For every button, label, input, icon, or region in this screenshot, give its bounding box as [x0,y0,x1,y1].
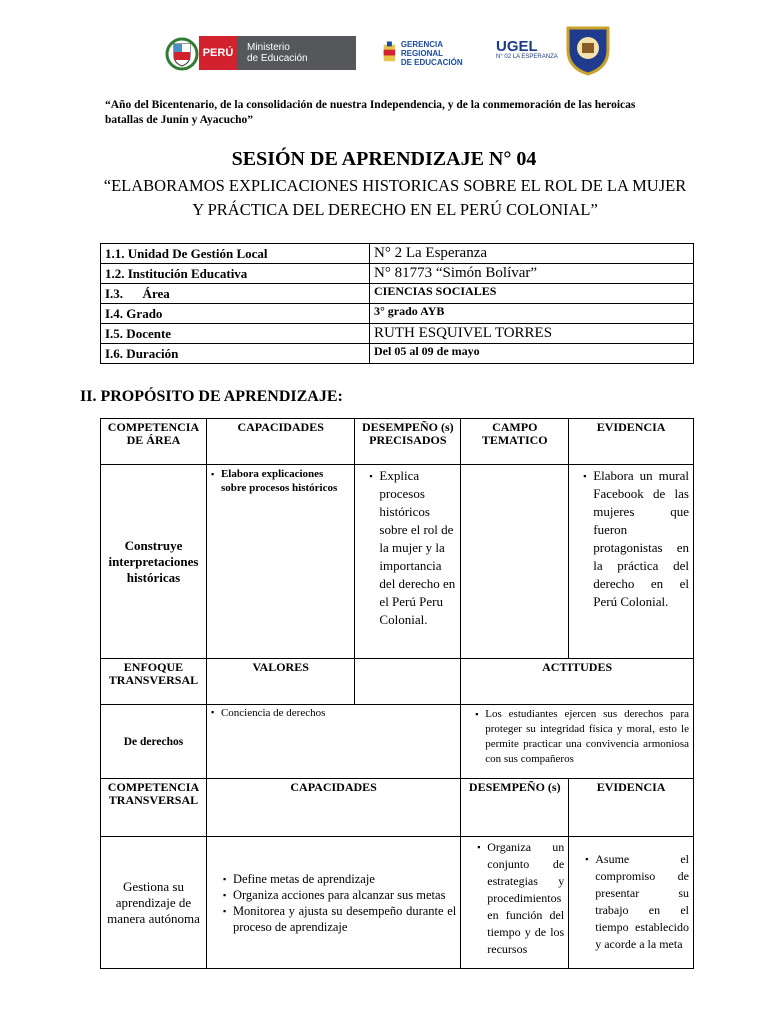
info-label: 1.2. Institución Educativa [101,264,370,284]
ugel-logo [496,38,558,60]
info-row [101,304,694,324]
header-valores: VALORES [206,659,354,705]
peru-minedu-logo [165,34,358,72]
ugel-sub-label: N° 02 LA ESPERANZA [496,54,558,60]
purpose-table [100,418,694,969]
session-subtitle: “ELABORAMOS EXPLICACIONES HISTORICAS SOBRE EL ROL DE LA MUJER Y PRÁCTICA DEL DERECHO EN EL PERÚ COLONIAL” [103,176,687,219]
cell-campo [461,465,569,659]
list-item: ▪ Monitorea y ajusta su desempeño durante el proceso de aprendizaje [233,903,456,935]
page-title: SESIÓN DE APRENDIZAJE N° 04 [231,148,537,170]
cell-evidencia-transversal [569,837,694,969]
header-empty [355,659,461,705]
cell-enfoque: De derechos [101,705,207,779]
list-item: ▪ Conciencia de derechos [221,707,456,719]
year-motto: “Año del Bicentenario, de la consolidación de nuestra Independencia, y de la conmemoración de las heroicas batallas de Junín y Ayacucho” [105,99,636,126]
header-actitudes: ACTITUDES [461,659,694,705]
ministry-line-1: Ministerio [247,42,290,53]
cell-desempeno [355,465,461,659]
info-label: I.3. Área [101,284,370,304]
list-item: ▪ Explica procesos históricos sobre el rol de la mujer y la importancia del derecho en el Perú Peru Colonial. [379,467,456,629]
list-item: ▪ Elabora un mural Facebook de las mujeres que fueron protagonistas en la práctica del derecho en el Perú Colonial. [593,467,689,611]
info-row [101,344,694,364]
info-row [101,264,694,284]
cell-competencia-transversal: Gestiona su aprendizaje de manera autónoma [101,837,207,969]
list-item: ▪ Elabora explicaciones sobre procesos históricos [221,467,350,495]
info-value: Del 05 al 09 de mayo [370,344,694,364]
header-capacidades-transversal: CAPACIDADES [206,779,460,837]
info-value: N° 2 La Esperanza [370,244,694,264]
header-evidencia-transversal: EVIDENCIA [569,779,694,837]
gre-line-1: GERENCIA REGIONAL [400,39,444,58]
info-value: RUTH ESQUIVEL TORRES [370,324,694,344]
ministry-label [237,36,356,70]
table-header-row [101,659,694,705]
header-enfoque: ENFOQUE TRANSVERSAL [101,659,207,705]
ugel-label: UGEL [496,38,538,55]
ministry-line-2: de Educación [247,53,308,64]
cell-competencia: Construye interpretaciones históricas [101,465,207,659]
school-crest-icon [563,24,613,76]
coat-of-arms-icon [165,34,199,72]
list-item: ▪ Asume el compromiso de presentar su trabajo en el tiempo establecido y acorde a la meta [595,851,689,953]
cell-capacidades-transversal [206,837,460,969]
header-logos [0,24,768,76]
gre-line-2: DE EDUCACIÓN [400,57,463,67]
table-row [101,837,694,969]
info-row [101,244,694,264]
section-heading: II. PROPÓSITO DE APRENDIZAJE: [80,388,343,405]
list-item: ▪ Organiza un conjunto de estrategias y procedimientos en función del tiempo y de los recursos [487,839,564,958]
table-header-row [101,779,694,837]
info-value: CIENCIAS SOCIALES [370,284,694,304]
table-row [101,465,694,659]
list-item: ▪ Organiza acciones para alcanzar sus metas [233,887,456,903]
header-evidencia: EVIDENCIA [569,419,694,465]
general-info-table [100,243,694,364]
header-competencia: COMPETENCIA DE ÁREA [101,419,207,465]
list-item: ▪ Define metas de aprendizaje [233,871,456,887]
header-campo: CAMPO TEMATICO [461,419,569,465]
cell-actitud [461,705,694,779]
cell-desempeno-transversal [461,837,569,969]
list-item: ▪ Los estudiantes ejercen sus derechos para proteger su integridad física y moral, esto le permite practicar una convivencia armoniosa con sus compañeros [485,707,689,767]
info-row [101,324,694,344]
gre-emblem-icon [382,37,397,69]
table-header-row [101,419,694,465]
header-capacidades: CAPACIDADES [206,419,354,465]
info-label: I.6. Duración [101,344,370,364]
info-row [101,284,694,304]
cell-evidencia [569,465,694,659]
table-row [101,705,694,779]
info-value: 3° grado AYB [370,304,694,324]
header-desempeno: DESEMPEÑO (s) PRECISADOS [355,419,461,465]
cell-valor [206,705,460,779]
info-value: N° 81773 “Simón Bolívar” [370,264,694,284]
info-label: I.5. Docente [101,324,370,344]
cell-capacidad [206,465,354,659]
peru-label: PERÚ [199,36,237,70]
info-label: I.4. Grado [101,304,370,324]
info-label: 1.1. Unidad De Gestión Local [101,244,370,264]
header-desempeno-transversal: DESEMPEÑO (s) [461,779,569,837]
header-competencia-transversal: COMPETENCIA TRANSVERSAL [101,779,207,837]
gre-logo [382,32,472,74]
